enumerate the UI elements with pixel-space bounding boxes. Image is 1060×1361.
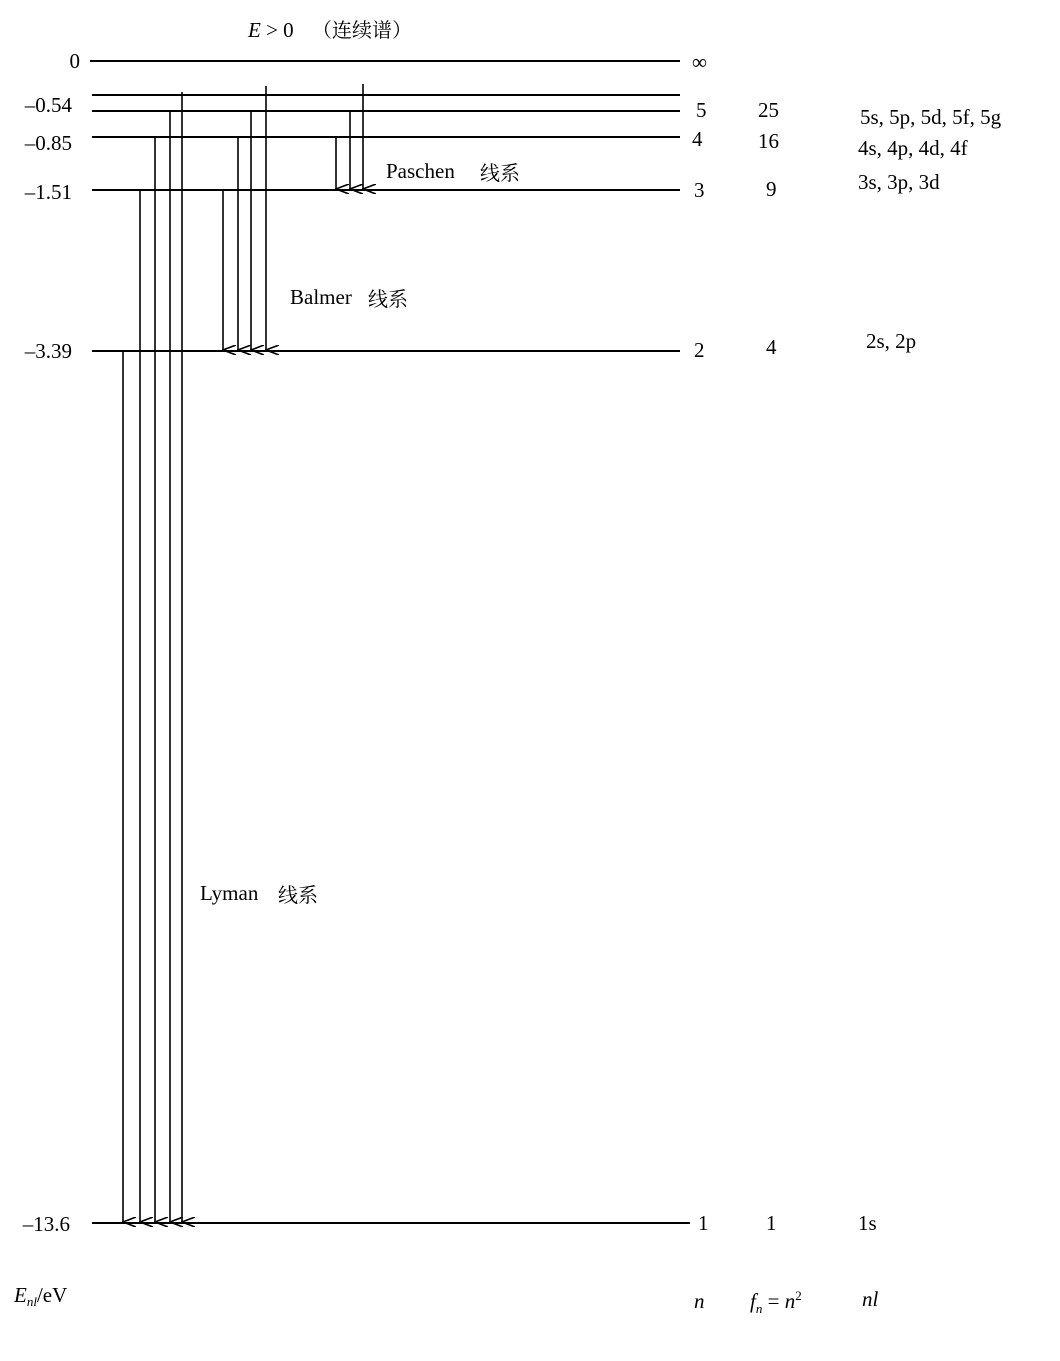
state-label: 3s, 3p, 3d xyxy=(858,170,940,194)
continuum-label: E > 0 xyxy=(248,18,294,42)
n-column-label: n xyxy=(694,1289,705,1313)
n-label: 4 xyxy=(692,127,703,151)
degeneracy-label: 16 xyxy=(758,129,779,153)
state-label: 2s, 2p xyxy=(866,329,917,353)
lyman-series-suffix: 线系 xyxy=(278,883,318,907)
paschen-series-suffix: 线系 xyxy=(480,161,520,185)
degeneracy-label: 4 xyxy=(766,335,777,359)
energy-label: –3.39 xyxy=(24,339,72,363)
degeneracy-label: 9 xyxy=(766,177,777,201)
energy-label: –0.85 xyxy=(24,131,72,155)
degeneracy-column-label: $f_n = n^2$ xyxy=(750,1288,802,1316)
lyman-series-label: Lyman xyxy=(200,881,259,905)
energy-labels xyxy=(22,49,80,1236)
n-label: ∞ xyxy=(692,50,707,74)
n-label: 3 xyxy=(694,178,705,202)
energy-label: –1.51 xyxy=(24,180,72,204)
state-labels xyxy=(858,105,1002,1235)
n-label: 1 xyxy=(698,1211,709,1235)
state-label: 1s xyxy=(858,1211,877,1235)
degeneracy-label: 25 xyxy=(758,98,779,122)
state-label: 4s, 4p, 4d, 4f xyxy=(858,136,968,160)
energy-label: –13.6 xyxy=(22,1212,70,1236)
energy-label: –0.54 xyxy=(24,93,72,117)
paschen-series-label: Paschen xyxy=(386,159,455,183)
n-labels xyxy=(692,50,709,1235)
state-label: 5s, 5p, 5d, 5f, 5g xyxy=(860,105,1002,129)
continuum-label-cjk: （连续谱） xyxy=(312,18,412,42)
energy-label: 0 xyxy=(69,49,80,73)
nl-column-label: nl xyxy=(862,1287,879,1311)
energy-axis-label: Enl/eV xyxy=(14,1283,68,1309)
n-label: 2 xyxy=(694,338,705,362)
n-label: 5 xyxy=(696,98,707,122)
balmer-series-label: Balmer xyxy=(290,285,352,309)
balmer-series-suffix: 线系 xyxy=(368,287,408,311)
level-lines xyxy=(90,61,690,1223)
balmer-transitions xyxy=(223,86,266,350)
degeneracy-label: 1 xyxy=(766,1211,777,1235)
lyman-transitions xyxy=(123,92,182,1222)
degeneracy-labels xyxy=(758,98,779,1235)
